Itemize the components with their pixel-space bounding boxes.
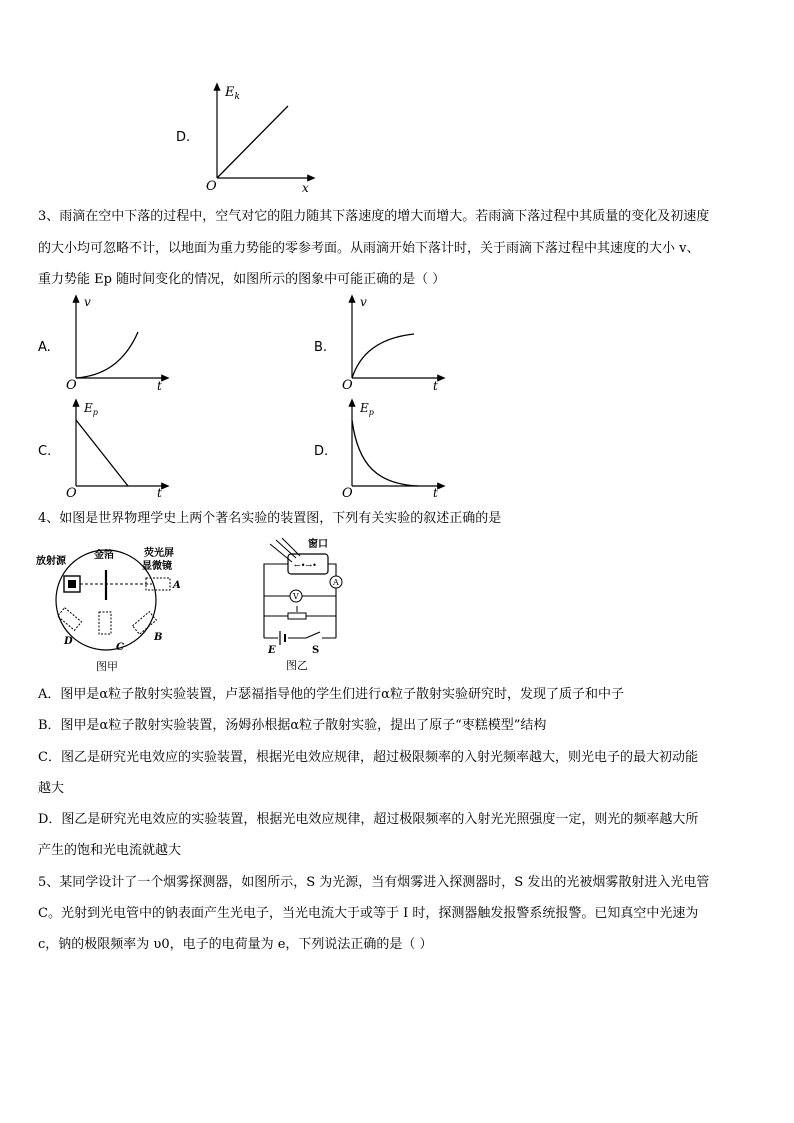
q3-graph-c [62, 396, 172, 498]
q4-option-d-line-1: D．图乙是研究光电效应的实验装置，根据光电效应规律，超过极限频率的入射光光照强度一定，则光的频率越大所 [38, 812, 699, 827]
rheostat [288, 613, 306, 619]
origin-label: O [66, 378, 77, 392]
ep-curve-decaying [352, 420, 418, 486]
label-microscope: 显微镜 [142, 561, 172, 572]
x-axis-label: t [157, 486, 162, 498]
origin-label: O [206, 179, 217, 194]
microscope-d [58, 608, 82, 631]
q3-option-d-label: D. [314, 444, 329, 459]
microscope-c [99, 612, 111, 634]
q3-line-2: 的大小均可忽略不计，以地面为重力势能的零参考面。从雨滴开始下落计时，关于雨滴下落过程中其速度的大小 v、 [38, 241, 700, 256]
caption-jia: 图甲 [96, 660, 118, 673]
v-curve-accelerating [76, 332, 138, 378]
microscope-a [146, 578, 170, 590]
ep-line-linear [76, 420, 128, 486]
q2-graph-d [200, 82, 320, 194]
q4-option-c-line-2: 越大 [38, 781, 65, 796]
q4-option-d-line-2: 产生的饱和光电流就越大 [38, 843, 182, 858]
label-window: 窗口 [308, 539, 328, 550]
x-axis-label: t [433, 486, 438, 498]
radioactive-source [68, 580, 76, 588]
label-switch: S [312, 645, 320, 656]
q3-line-1: 3、雨滴在空中下落的过程中，空气对它的阻力随其下落速度的增大而增大。若雨滴下落过程中其质量的变化及初速度 [38, 209, 710, 224]
q4-option-c-line-1: C．图乙是研究光电效应的实验装置，根据光电效应规律，超过极限频率的入射光频率越大，则光电子的最大初动能 [38, 750, 698, 765]
x-axis-label: x [302, 181, 309, 194]
origin-label: O [342, 486, 353, 498]
x-axis-label: t [157, 379, 162, 392]
label-battery: E [268, 645, 276, 656]
label-pos-b: B [154, 632, 163, 643]
origin-label: O [66, 486, 77, 498]
q4-option-a: A．图甲是α粒子散射实验装置，卢瑟福指导他的学生们进行α粒子散射实验研究时，发现了质子和中子 [38, 687, 624, 702]
y-axis-label: $E_p$ [360, 401, 374, 417]
label-screen: 荧光屏 [144, 548, 174, 559]
q4-stem: 4、如图是世界物理学史上两个著名实验的装置图，下列有关实验的叙述正确的是 [38, 511, 502, 526]
q3-line-3: 重力势能 Ep 随时间变化的情况，如图所示的图象中可能正确的是（ ） [38, 272, 446, 287]
q3-option-b-label: B. [314, 340, 328, 355]
origin-label: O [342, 378, 353, 392]
ek-line [217, 106, 288, 178]
q3-graph-d [338, 396, 448, 498]
v-curve-saturating [352, 334, 414, 378]
electron-arrows: ←•→• [294, 561, 317, 570]
label-pos-c: C [116, 642, 124, 653]
ammeter-label: A [333, 578, 339, 587]
q5-line-2: C。光射到光电管中的钠表面产生光电子，当光电流大于或等于 I 时，探测器触发报警系统报警。已知真空中光速为 [38, 906, 699, 921]
q5-line-3: c，钠的极限频率为 υ0，电子的电荷量为 e，下列说法正确的是（ ） [38, 937, 433, 952]
fig-jia-alpha-scattering [36, 540, 186, 676]
label-pos-d: D [64, 636, 73, 647]
microscope-b [132, 612, 156, 635]
q3-option-c-label: C. [38, 444, 52, 459]
caption-yi: 图乙 [286, 659, 308, 672]
q3-graph-b [338, 292, 448, 392]
q2-option-d-label: D. [176, 130, 191, 145]
y-axis-label: $E_k$ [225, 85, 240, 102]
x-axis-label: t [433, 379, 438, 392]
q3-graph-a [62, 292, 172, 392]
label-foil: 金箔 [94, 550, 114, 561]
y-axis-label: v [360, 295, 367, 309]
label-pos-a: A [173, 580, 181, 591]
q5-line-1: 5、某同学设计了一个烟雾探测器，如图所示，S 为光源，当有烟雾进入探测器时，S 发出的光被烟雾散射进入光电管 [38, 875, 710, 890]
q4-option-b: B．图甲是α粒子散射实验装置，汤姆孙根据α粒子散射实验，提出了原子“枣糕模型”结构 [38, 718, 547, 733]
fig-yi-photoelectric [256, 536, 356, 676]
label-source: 放射源 [36, 556, 66, 567]
voltmeter-label: V [293, 592, 299, 601]
q3-option-a-label: A. [38, 340, 51, 355]
y-axis-label: v [84, 295, 91, 309]
y-axis-label: $E_p$ [84, 401, 98, 417]
